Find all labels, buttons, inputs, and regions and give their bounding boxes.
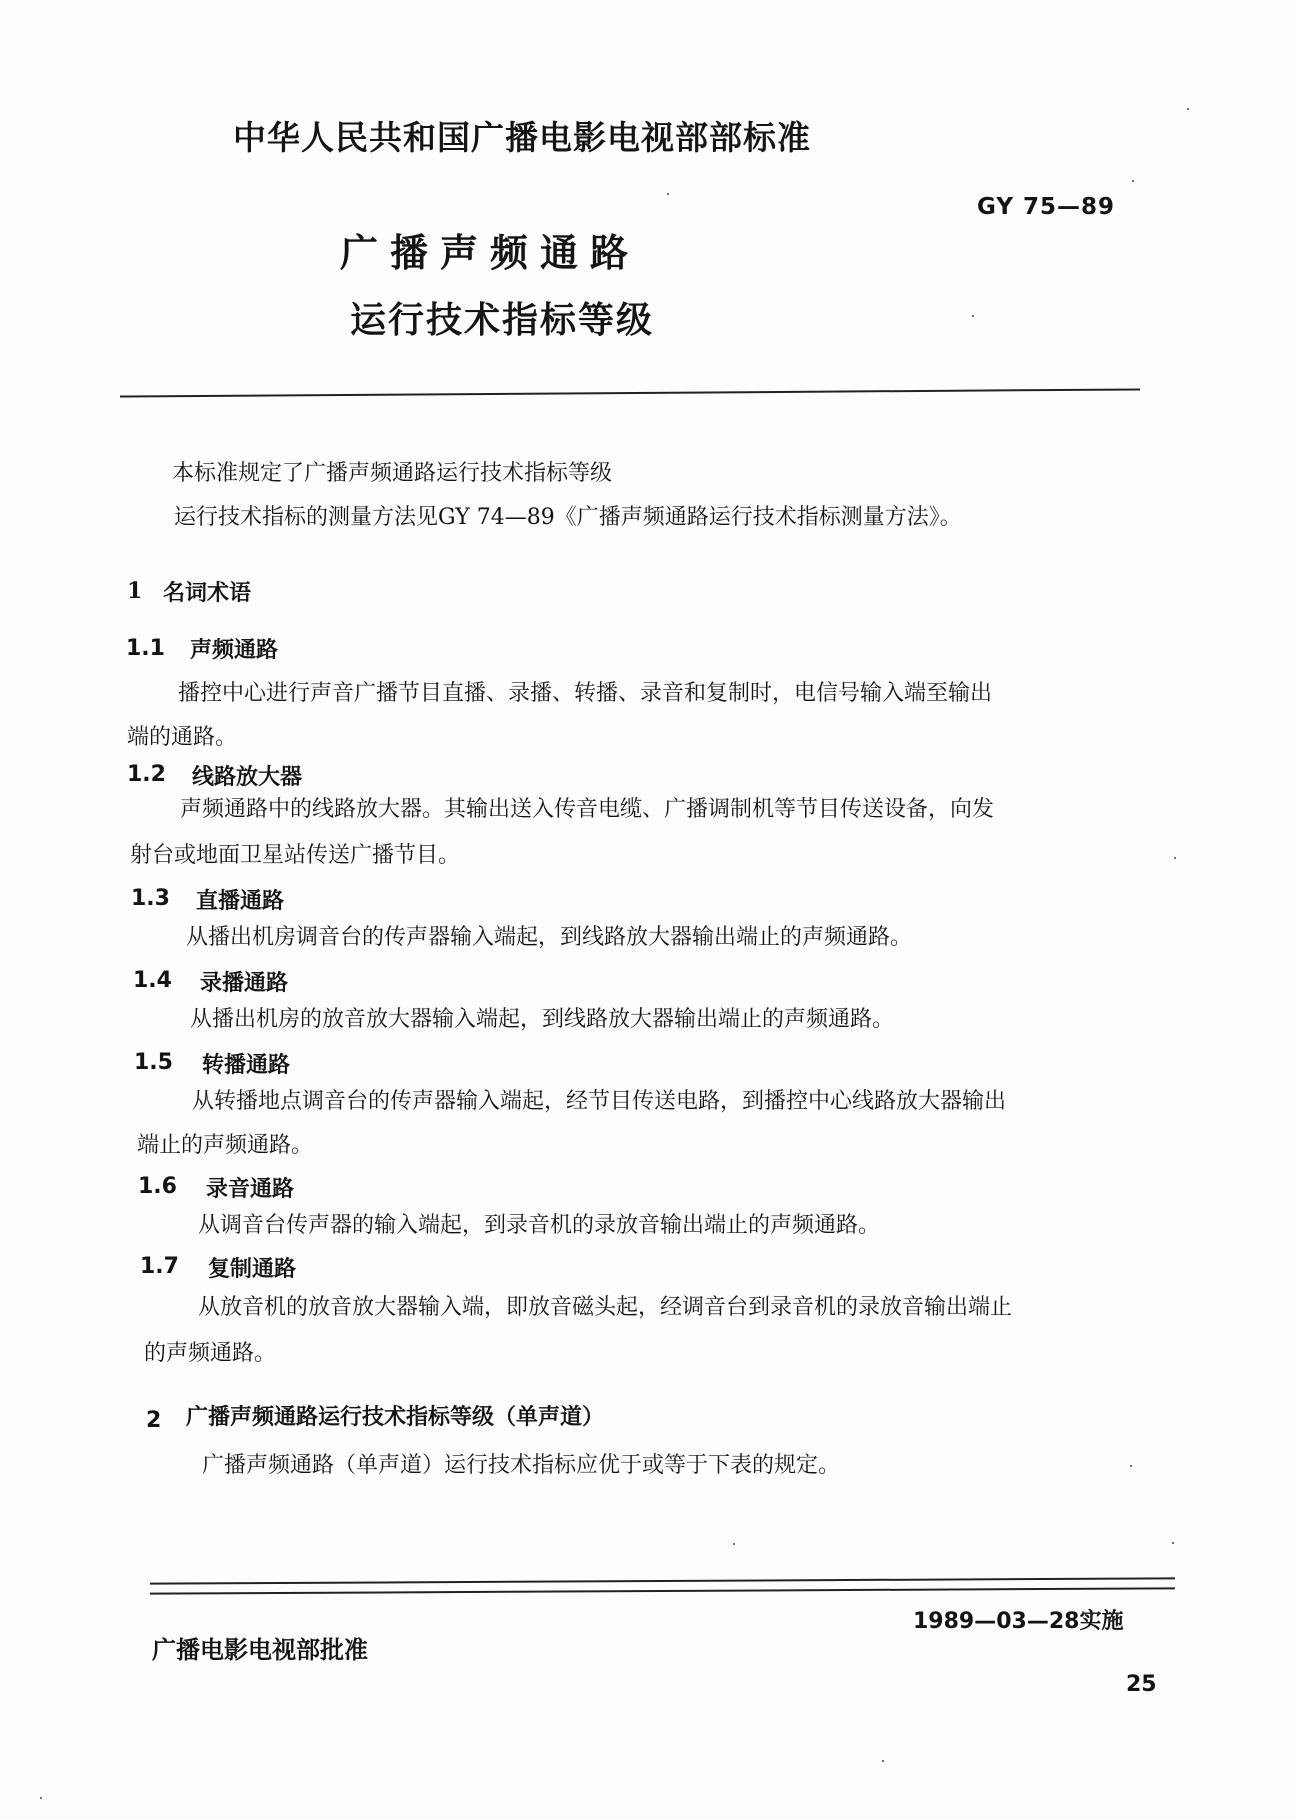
section-1-number: 1 <box>127 578 143 604</box>
item-1-7-title: 复制通路 <box>208 1256 297 1282</box>
section-2-number: 2 <box>146 1408 162 1433</box>
item-1-5-text-2: 端止的声频通路。 <box>137 1133 314 1158</box>
title-line-1: 广播声频通路 <box>340 230 641 275</box>
item-1-5-number: 1.5 <box>134 1050 173 1075</box>
item-1-3-text-1: 从播出机房调音台的传声器输入端起，到线路放大器输出端止的声频通路。 <box>186 925 913 950</box>
item-1-1-title: 声频通路 <box>190 637 279 663</box>
section-2-title: 广播声频通路运行技术指标等级（单声道） <box>186 1404 605 1430</box>
footer-rule-lower <box>150 1587 1175 1594</box>
item-1-4-title: 录播通路 <box>200 970 289 996</box>
section-1-title: 名词术语 <box>163 580 252 606</box>
item-1-2-text-1: 声频通路中的线路放大器。其输出送入传音电缆、广播调制机等节目传送设备，向发 <box>180 797 995 822</box>
scan-speck <box>972 315 974 317</box>
section-2-text: 广播声频通路（单声道）运行技术指标应优于或等于下表的规定。 <box>202 1453 841 1478</box>
scan-speck <box>1132 180 1134 182</box>
scan-speck <box>1172 1542 1174 1544</box>
header-rule <box>120 388 1140 397</box>
scan-speck <box>882 1760 884 1762</box>
scan-speck <box>1187 108 1189 110</box>
effective-date: 1989—03—28实施 <box>913 1609 1124 1634</box>
item-1-5-title: 转播通路 <box>202 1052 291 1078</box>
title-line-2: 运行技术指标等级 <box>350 299 655 341</box>
item-1-3-number: 1.3 <box>131 886 170 911</box>
item-1-2-title: 线路放大器 <box>192 764 303 790</box>
scan-speck <box>40 1797 42 1799</box>
issuing-organization: 中华人民共和国广播电影电视部部标准 <box>233 118 811 157</box>
item-1-1-text-1: 播控中心进行声音广播节目直播、录播、转播、录音和复制时，电信号输入端至输出 <box>178 681 993 706</box>
approval-authority: 广播电影电视部批准 <box>152 1635 368 1664</box>
intro-line-1: 本标准规定了广播声频通路运行技术指标等级 <box>172 461 613 486</box>
item-1-6-number: 1.6 <box>138 1174 177 1199</box>
item-1-4-number: 1.4 <box>133 968 172 993</box>
item-1-7-text-1: 从放音机的放音放大器输入端，即放音磁头起，经调音台到录音机的录放音输出端止 <box>198 1295 1013 1320</box>
scan-speck <box>1130 1465 1132 1467</box>
item-1-1-text-2: 端的通路。 <box>127 725 238 750</box>
scan-speck <box>667 193 669 195</box>
page-number: 25 <box>1126 1672 1157 1697</box>
item-1-7-number: 1.7 <box>140 1254 179 1279</box>
item-1-4-text-1: 从播出机房的放音放大器输入端起，到线路放大器输出端止的声频通路。 <box>190 1007 895 1032</box>
item-1-5-text-1: 从转播地点调音台的传声器输入端起，经节目传送电路，到播控中心线路放大器输出 <box>192 1089 1007 1114</box>
item-1-1-number: 1.1 <box>126 636 165 661</box>
item-1-3-title: 直播通路 <box>196 888 285 914</box>
item-1-7-text-2: 的声频通路。 <box>144 1341 277 1366</box>
item-1-2-number: 1.2 <box>127 762 166 787</box>
scan-speck <box>1174 857 1176 859</box>
item-1-2-text-2: 射台或地面卫星站传送广播节目。 <box>130 843 461 868</box>
intro-line-2: 运行技术指标的测量方法见GY 74—89《广播声频通路运行技术指标测量方法》。 <box>174 505 962 530</box>
item-1-6-text-1: 从调音台传声器的输入端起，到录音机的录放音输出端止的声频通路。 <box>198 1213 881 1238</box>
item-1-6-title: 录音通路 <box>206 1176 295 1202</box>
scan-speck <box>733 1543 735 1545</box>
standard-code: GY 75—89 <box>977 194 1116 220</box>
footer-rule-upper <box>150 1577 1175 1584</box>
